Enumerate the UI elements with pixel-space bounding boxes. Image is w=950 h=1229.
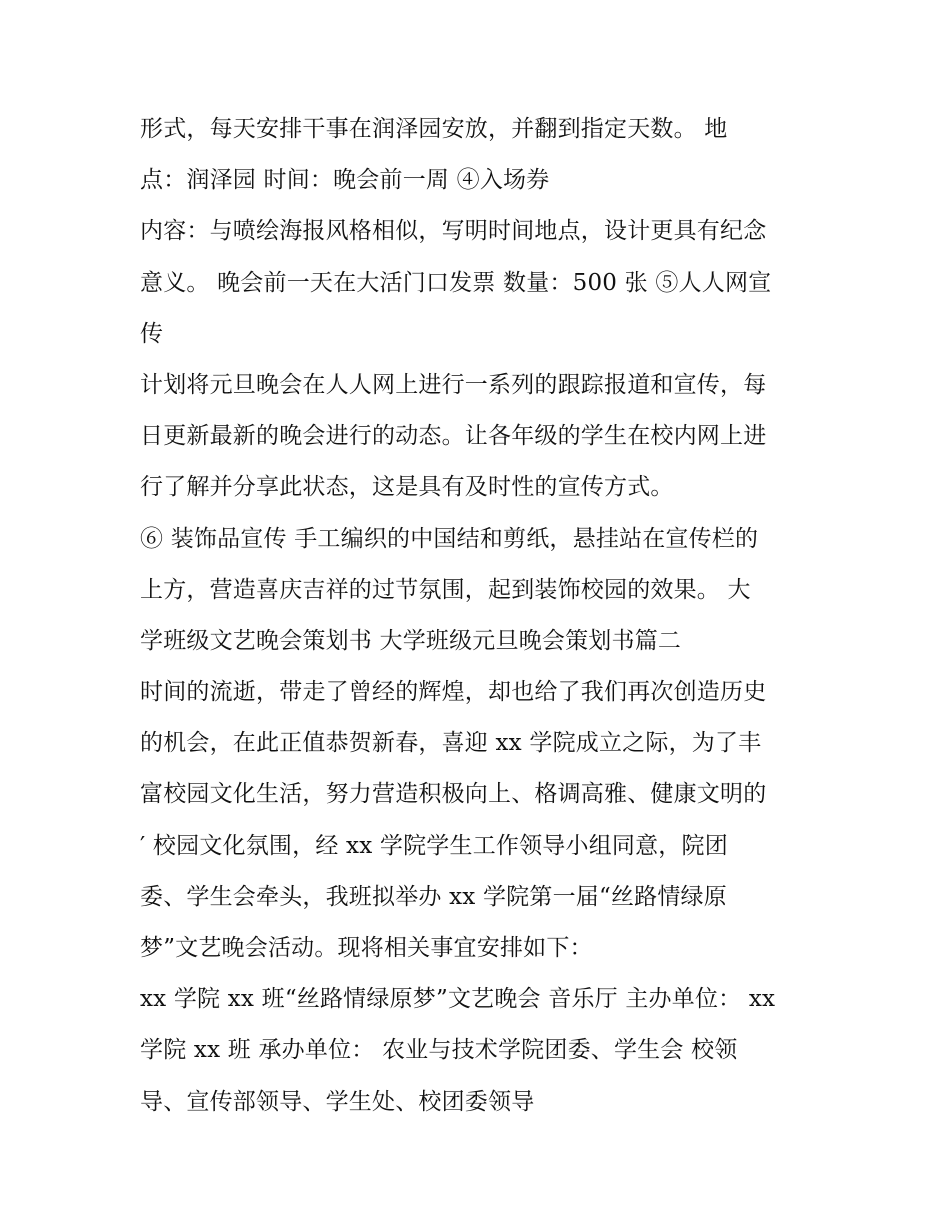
text-line: 时间的流逝，带走了曾经的辉煌，却也给了我们再次创造历史 [140, 679, 767, 706]
body-text [140, 104, 820, 1128]
text-line: 梦”文艺晚会活动。现将相关事宜安排如下： [140, 935, 593, 961]
text-line: 委、学生会牵头，我班拟举办 xx 学院第一届“丝路情绿原 [140, 883, 727, 910]
text-line: 点：润泽园 时间：晚会前一周 ④入场券 [140, 167, 550, 194]
text-line: 内容：与喷绘海报风格相似，写明时间地点，设计更具有纪念 [140, 218, 767, 245]
text-line: 形式，每天安排干事在润泽园安放，并翻到指定天数。 地 [140, 116, 728, 142]
text-line: 富校园文化生活，努力营造积极向上、格调高雅、健康文明的 [140, 781, 767, 808]
text-line: ⑥ 装饰品宣传 手工编织的中国结和剪纸，悬挂站在宣传栏的 [140, 525, 759, 552]
text-line: ′ 校园文化氛围，经 xx 学院学生工作领导小组同意，院团 [140, 832, 728, 859]
text-line: 学院 xx 班 承办单位： 农业与技术学院团委、学生会 校领 [140, 1037, 738, 1064]
text-line: 行了解并分享此状态，这是具有及时性的宣传方式。 [140, 474, 674, 501]
text-line: 日更新最新的晚会进行的动态。让各年级的学生在校内网上进 [140, 423, 767, 450]
text-line: xx 学院 xx 班“丝路情绿原梦”文艺晚会 音乐厅 主办单位： xx [140, 986, 776, 1013]
text-line: 传 [140, 320, 164, 347]
text-line: 的机会，在此正值恭贺新春，喜迎 xx 学院成立之际，为了丰 [140, 730, 762, 757]
text-line: 导、宣传部领导、学生处、校团委领导 [140, 1088, 535, 1115]
text-line: 意义。 晚会前一天在大活门口发票 数量：500 张 ⑤人人网宣 [140, 269, 772, 296]
text-line: 上方，营造喜庆吉祥的过节氛围，起到装饰校园的效果。 大 [140, 576, 751, 603]
text-line: 学班级文艺晚会策划书 大学班级元旦晚会策划书篇二 [140, 627, 682, 654]
text-line: 计划将元旦晚会在人人网上进行一系列的跟踪报道和宣传，每 [140, 371, 767, 398]
